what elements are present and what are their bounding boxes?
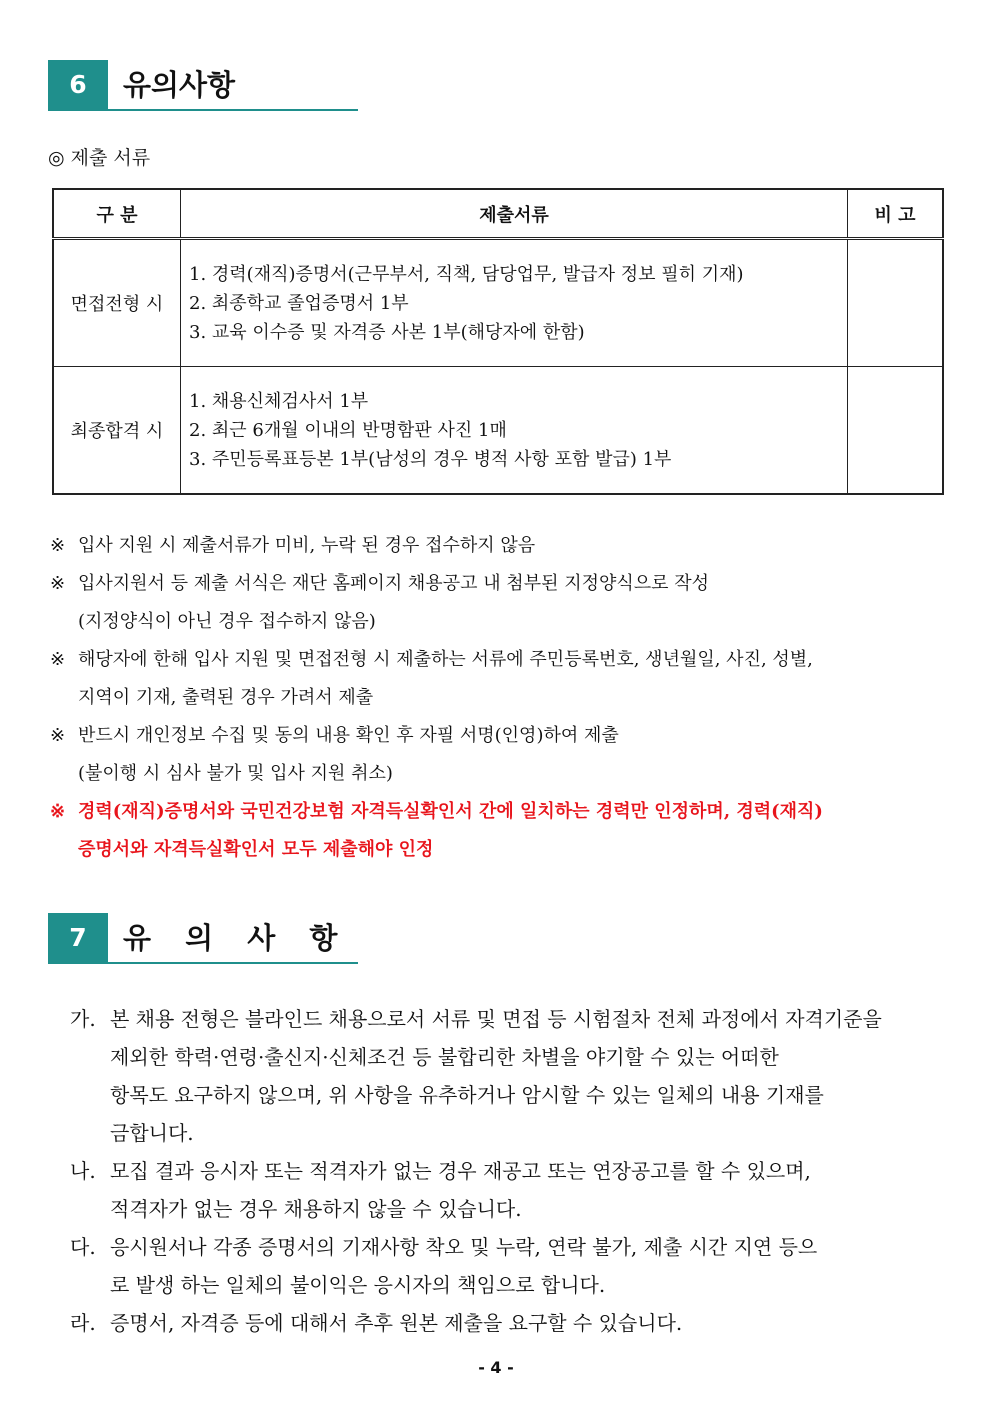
note-text: 해당자에 한해 입사 지원 및 면접전형 시 제출하는 서류에 주민등록번호, 생년월일, 사진, 성별, xyxy=(78,649,813,670)
note-mark: ※ xyxy=(50,535,66,556)
row-remarks xyxy=(848,367,944,495)
note-mark: ※ xyxy=(50,649,66,670)
caveat-text: 적격자가 없는 경우 채용하지 않을 수 있습니다. xyxy=(110,1197,522,1221)
note-text: 입사지원서 등 제출 서식은 재단 홈페이지 채용공고 내 첨부된 지정양식으로 작성 xyxy=(78,573,710,594)
submission-documents-table xyxy=(52,188,944,495)
note-text: 경력(재직)증명서와 국민건강보험 자격득실확인서 간에 일치하는 경력만 인정하며, 경력(재직) xyxy=(78,801,823,822)
section-7-title: 유 의 사 항 xyxy=(123,921,350,955)
caveat-text: 응시원서나 각종 증명서의 기재사항 착오 및 누락, 연락 불가, 제출 시간 지연 등으 xyxy=(110,1235,818,1259)
caveat-line xyxy=(70,1190,950,1228)
page-number: - 4 - xyxy=(478,1358,514,1377)
header-documents: 제출서류 xyxy=(181,189,848,239)
note-text: 증명서와 자격득실확인서 모두 제출해야 인정 xyxy=(78,839,434,860)
caveat-line xyxy=(70,1038,950,1076)
note-item xyxy=(50,527,950,565)
section-7-underline xyxy=(48,962,358,964)
document-item: 2. 최근 6개월 이내의 반명함판 사진 1매 xyxy=(189,419,507,441)
document-item: 1. 채용신체검사서 1부 xyxy=(189,390,369,412)
header-remarks: 비 고 xyxy=(848,189,944,239)
caveat-text: 본 채용 전형은 블라인드 채용으로서 서류 및 면접 등 시험절차 전체 과정에서 자격기준을 xyxy=(110,1007,882,1031)
note-item xyxy=(50,641,950,679)
header-category: 구 분 xyxy=(53,189,181,239)
note-item-continued xyxy=(50,603,950,641)
submission-heading: ◎ 제출 서류 xyxy=(48,147,151,169)
table-row xyxy=(53,367,943,495)
note-text: (지정양식이 아닌 경우 접수하지 않음) xyxy=(78,611,376,632)
caveat-label: 라. xyxy=(70,1311,96,1335)
caveat-text: 제외한 학력·연령·출신지·신체조건 등 불합리한 차별을 야기할 수 있는 어떠한 xyxy=(110,1045,779,1069)
caveat-line xyxy=(70,1228,950,1266)
note-mark: ※ xyxy=(50,573,66,594)
caveat-text: 금합니다. xyxy=(110,1121,194,1145)
note-text: 지역이 기재, 출력된 경우 가려서 제출 xyxy=(78,687,374,708)
section-6-title: 유의사항 xyxy=(123,68,236,102)
section-6-underline xyxy=(48,109,358,111)
caveat-line xyxy=(70,1076,950,1114)
notes-list xyxy=(50,527,950,869)
caveat-text: 항목도 요구하지 않으며, 위 사항을 유추하거나 암시할 수 있는 일체의 내용 기재를 xyxy=(110,1083,824,1107)
note-mark: ※ xyxy=(50,801,66,822)
note-item-highlighted xyxy=(50,793,950,831)
document-item: 1. 경력(재직)증명서(근무부서, 직책, 담당업무, 발급자 정보 필히 기재) xyxy=(189,263,744,285)
row-remarks xyxy=(848,239,944,367)
section-6-header xyxy=(48,60,358,112)
note-item-continued xyxy=(50,831,950,869)
caveat-label: 가. xyxy=(70,1007,96,1031)
table-header-row xyxy=(53,189,943,239)
caveat-text: 로 발생 하는 일체의 불이익은 응시자의 책임으로 합니다. xyxy=(110,1273,606,1297)
note-mark: ※ xyxy=(50,725,66,746)
caveat-label: 나. xyxy=(70,1159,96,1183)
caveat-line xyxy=(70,1152,950,1190)
caveat-line xyxy=(70,1000,950,1038)
note-item-continued xyxy=(50,679,950,717)
caveats-list xyxy=(70,1000,950,1342)
caveat-label: 다. xyxy=(70,1235,96,1259)
caveat-text: 증명서, 자격증 등에 대해서 추후 원본 제출을 요구할 수 있습니다. xyxy=(110,1311,683,1335)
note-item-continued xyxy=(50,755,950,793)
note-text: (불이행 시 심사 불가 및 입사 지원 취소) xyxy=(78,763,393,784)
document-item: 3. 주민등록표등본 1부(남성의 경우 병적 사항 포함 발급) 1부 xyxy=(189,448,672,470)
row-documents xyxy=(181,367,848,495)
caveat-line xyxy=(70,1304,950,1342)
caveat-line xyxy=(70,1266,950,1304)
caveat-text: 모집 결과 응시자 또는 적격자가 없는 경우 재공고 또는 연장공고를 할 수 있으며, xyxy=(110,1159,811,1183)
note-item xyxy=(50,565,950,603)
note-item xyxy=(50,717,950,755)
note-text: 반드시 개인정보 수집 및 동의 내용 확인 후 자필 서명(인영)하여 제출 xyxy=(78,725,619,746)
document-item: 2. 최종학교 졸업증명서 1부 xyxy=(189,292,409,314)
section-7-number: 7 xyxy=(48,913,108,963)
section-7-header xyxy=(48,913,358,965)
row-category: 최종합격 시 xyxy=(53,367,181,495)
caveat-line xyxy=(70,1114,950,1152)
note-text: 입사 지원 시 제출서류가 미비, 누락 된 경우 접수하지 않음 xyxy=(78,535,536,556)
document-item: 3. 교육 이수증 및 자격증 사본 1부(해당자에 한함) xyxy=(189,321,585,343)
row-documents xyxy=(181,239,848,367)
row-category: 면접전형 시 xyxy=(53,239,181,367)
table-row xyxy=(53,239,943,367)
section-6-number: 6 xyxy=(48,60,108,110)
